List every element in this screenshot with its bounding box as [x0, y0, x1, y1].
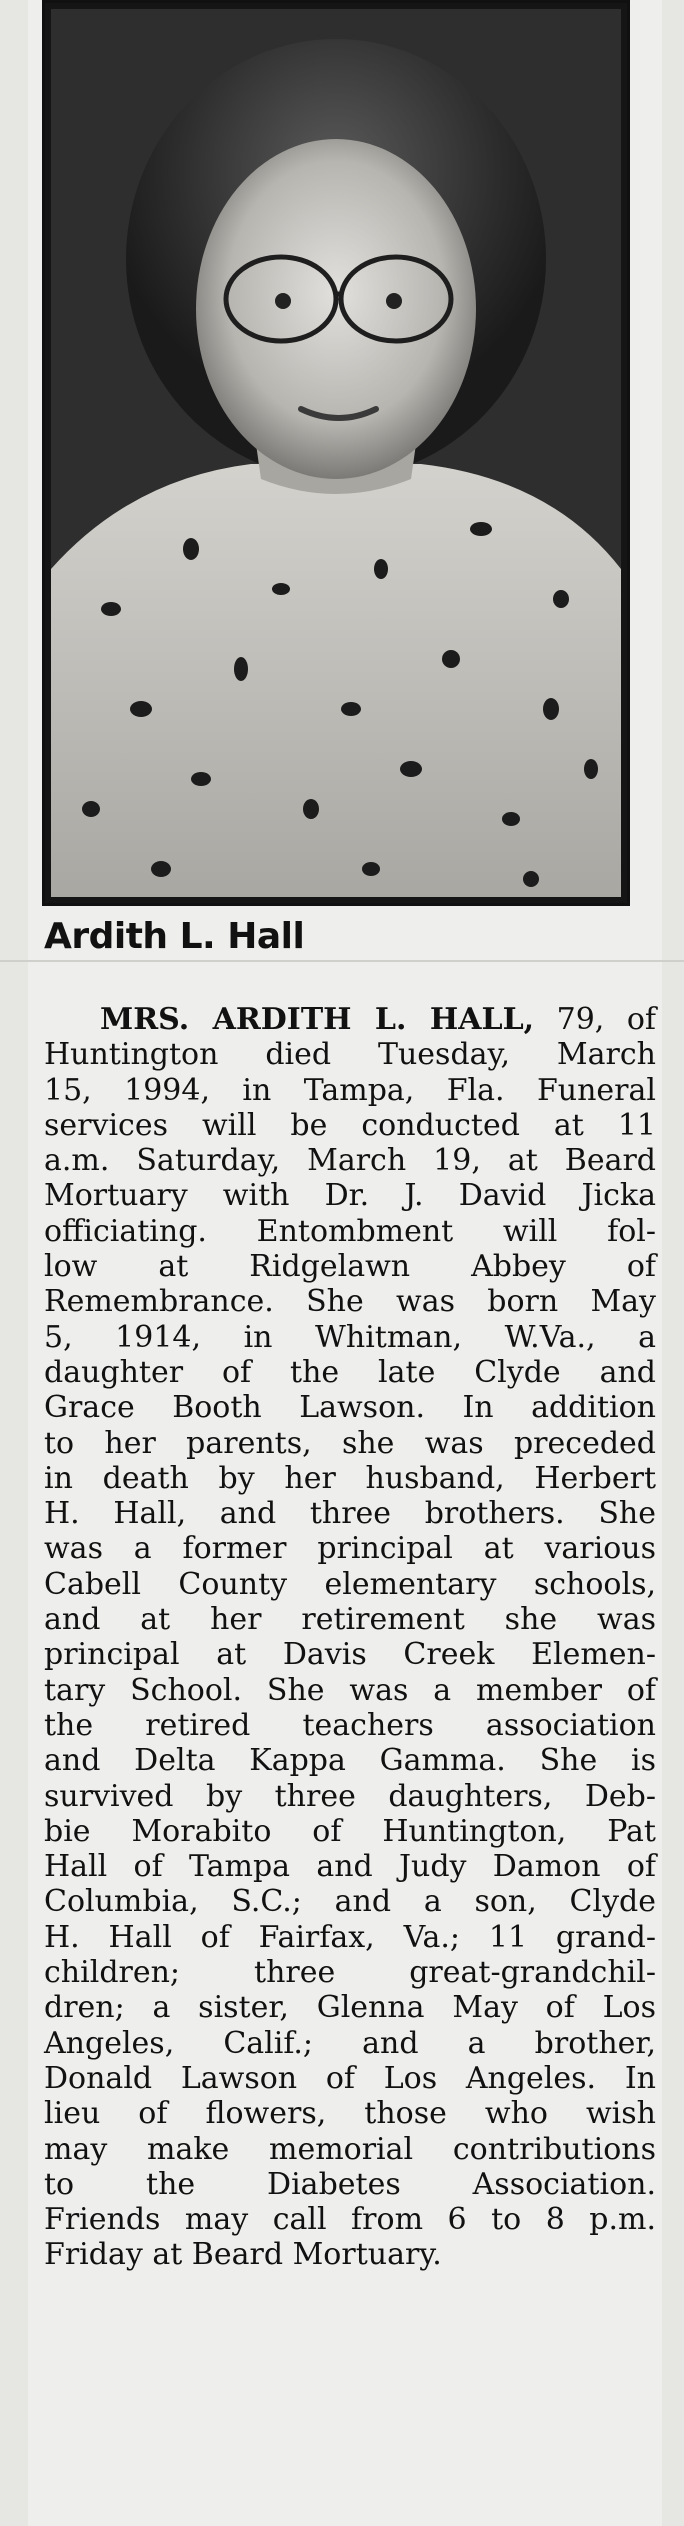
obituary-line: Donald Lawson of Los Angeles. In	[44, 2060, 656, 2096]
obituary-line: 15, 1994, in Tampa, Fla. Funeral	[44, 1072, 656, 1108]
obituary-line: lieu of flowers, those who wish	[44, 2096, 656, 2132]
obituary-line: daughter of the late Clyde and	[44, 1354, 656, 1390]
obituary-line: bie Morabito of Huntington, Pat	[44, 1813, 656, 1849]
obituary-line: the retired teachers association	[44, 1707, 656, 1743]
obituary-line: to her parents, she was preceded	[44, 1425, 656, 1461]
obituary-line: low at Ridgelawn Abbey of	[44, 1249, 656, 1285]
obituary-line: was a former principal at various	[44, 1531, 656, 1567]
obituary-line: Cabell County elementary schools,	[44, 1566, 656, 1602]
obituary-text	[44, 1002, 656, 2273]
obituary-line: and Delta Kappa Gamma. She is	[44, 1743, 656, 1779]
obituary-line: Hall of Tampa and Judy Damon of	[44, 1849, 656, 1885]
obituary-line: tary School. She was a member of	[44, 1672, 656, 1708]
obituary-line: and at her retirement she was	[44, 1602, 656, 1638]
obituary-line: Mortuary with Dr. J. David Jicka	[44, 1178, 656, 1214]
obituary-line: survived by three daughters, Deb-	[44, 1778, 656, 1814]
obituary-line: Friends may call from 6 to 8 p.m.	[44, 2202, 656, 2238]
portrait-photo-frame	[42, 0, 630, 906]
portrait-illustration	[51, 9, 621, 897]
obituary-line: to the Diabetes Association.	[44, 2166, 656, 2202]
obituary-line: Columbia, S.C.; and a son, Clyde	[44, 1884, 656, 1920]
obituary-line: H. Hall, and three brothers. She	[44, 1496, 656, 1532]
obituary-line: Huntington died Tuesday, March	[44, 1037, 656, 1073]
obituary-line: services will be conducted at 11	[44, 1107, 656, 1143]
obituary-line: Friday at Beard Mortuary.	[44, 2237, 442, 2273]
portrait-photo	[51, 9, 621, 897]
column-divider	[0, 960, 684, 962]
obituary-line: H. Hall of Fairfax, Va.; 11 grand-	[44, 1919, 656, 1955]
obituary-line: principal at Davis Creek Elemen-	[44, 1637, 656, 1673]
obituary-line: a.m. Saturday, March 19, at Beard	[44, 1143, 656, 1179]
obituary-line: dren; a sister, Glenna May of Los	[44, 1990, 656, 2026]
obituary-line: may make memorial contributions	[44, 2131, 656, 2167]
obituary-line: MRS. ARDITH L. HALL, 79, of	[100, 1002, 656, 1037]
obituary-line: Angeles, Calif.; and a brother,	[44, 2025, 656, 2061]
obituary-line: Remembrance. She was born May	[44, 1284, 656, 1320]
obituary-line: officiating. Entombment will fol-	[44, 1213, 656, 1249]
obituary-lead-name: MRS. ARDITH L. HALL,	[100, 1002, 535, 1037]
photo-caption: Ardith L. Hall	[44, 916, 305, 957]
obituary-line: 5, 1914, in Whitman, W.Va., a	[44, 1319, 656, 1355]
obituary-line: Grace Booth Lawson. In addition	[44, 1390, 656, 1426]
obituary-line: children; three great-grandchil-	[44, 1955, 656, 1991]
obituary-line: in death by her husband, Herbert	[44, 1460, 656, 1496]
